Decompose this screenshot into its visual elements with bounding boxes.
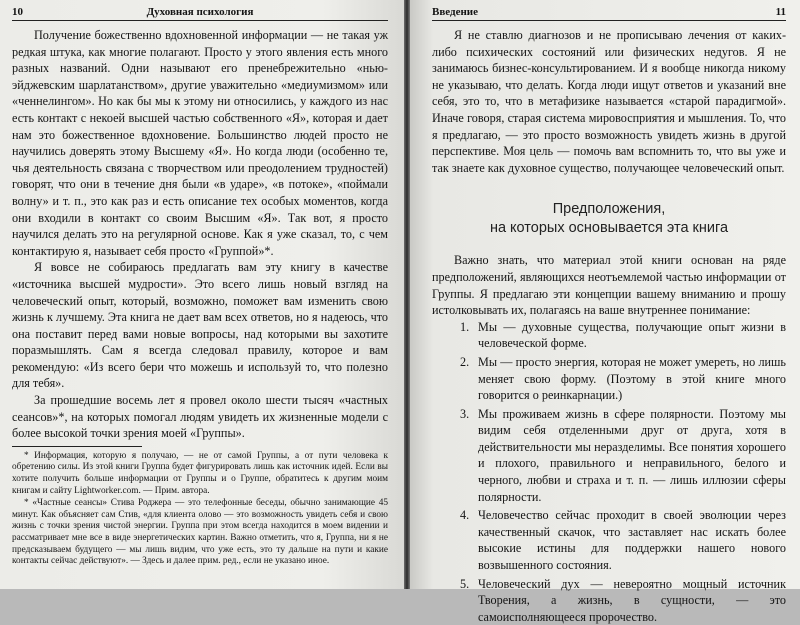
right-page-header xyxy=(432,6,786,21)
paragraph: Важно знать, что материал этой книги основан на ряде предположений, являющихся неотъемлемой частью информации от Группы. Я предлагаю эти концепции вашему вниманию и прошу истолковывать их, полагаясь на ваше внутреннее понимание: xyxy=(432,253,786,318)
section-heading-line: Предположения, xyxy=(552,201,666,218)
page-number: 11 xyxy=(775,6,786,18)
page-number: 10 xyxy=(12,6,23,18)
list-item-text: Человечество сейчас проходит в своей эволюции через качественный скачок, что заставляет нас искать более высокие истины для поддержки нашего нового возвышенного состояния. xyxy=(478,508,786,573)
paragraph: Я вовсе не собираюсь предлагать вам эту книгу в качестве «источника высшей мудрости». Это всего лишь новый взгляд на человеческий опыт, который, возможно, поможет вам изменить свою жизнь к лучшему. Эта книга не дает вам всех ответов, но я надеюсь, что она поставит перед вами новые вопросы, над которыми вы захотите поразмышлять. Сам я всегда следовал правилу, которое и вам рекомендую: «Из всего бери что можешь и используй то, что полезно для тебя». xyxy=(12,260,388,391)
list-item-number: 5. xyxy=(460,576,470,591)
paragraph: За прошедшие восемь лет я провел около шести тысяч «частных сеансов»*, на которых помогал людям увидеть их жизненные модели с более высокой точки зрения моей «Группы». xyxy=(12,393,388,441)
list-item-text: Человеческий дух — невероятно мощный источник Творения, а жизнь, в сущности, — это самоисполняющееся пророчество. xyxy=(478,576,786,624)
left-page-header xyxy=(12,6,388,21)
list-item-number: 1. xyxy=(460,319,470,334)
assumptions-list xyxy=(432,319,786,625)
list-item-text: Мы — духовные существа, получающие опыт жизни в человеческой форме. xyxy=(478,319,786,351)
list-item-number: 4. xyxy=(460,508,470,523)
section-heading xyxy=(432,200,786,238)
paragraph: Получение божественно вдохновенной информации — не такая уж редкая штука, как многие полагают. Просто у этого явления есть много разных названий. Одни называют его пренебрежительно «нью-эйджевским шарлатанством», другие уважительно «медиумизмом» или «ченнелингом». Но как бы мы к этому ни относились, у каждого из нас есть контакт с некоей высшей частью собственного «Я», которая и дает нам это божественное вдохновение. Большинство людей просто не научились доверять этому Высшему «Я». Но когда люди (особенно те, чья деятельность связана с творчеством или преодолением трудностей) говорят, что они в течение дня были «в ударе», «в потоке», «поймали волну» и т. п., это как раз и есть описание тех особых моментов, когда они входили в контакт со своим Высшим «Я». Так вот, я просто научился делать это на регулярной основе. Как я уже сказал, то, с чем контактирую я, называет себя просто «Группой»*. xyxy=(12,28,388,258)
running-head: Введение xyxy=(432,6,479,18)
list-item xyxy=(460,576,786,625)
footnote: * Информация, которую я получаю, — не от самой Группы, а от пути человека к обретению силы. Из этой книги Группа будет фигурировать лишь как источник идей. Если вы хотите получить больше информации от Группы и о Группе, обратитесь к другим моим книгам и сайту Lightworker.com. — Прим. автора. xyxy=(12,450,388,496)
running-head: Духовная психология xyxy=(146,6,254,18)
paragraph: Я не ставлю диагнозов и не прописываю лечения от каких-либо психических состояний или физических недугов. Я не занимаюсь бизнес-консультированием. И я вообще никогда никому не указываю, что делать. Когда люди ищут ответов и указаний вне себя, это то, что в метафизике называется «старой парадигмой». Иначе говоря, старая система мировосприятия и мышления. То, что я предлагаю, — это просто возможность увидеть жизнь в другой перспективе. Моя цель — помочь вам вспомнить то, что вы уже и так знаете как духовное существо, получающее человеческий опыт. xyxy=(432,28,786,175)
list-item xyxy=(460,507,786,573)
left-page xyxy=(0,0,404,589)
list-item-number: 3. xyxy=(460,406,470,421)
right-page xyxy=(410,0,800,624)
list-item-text: Мы проживаем жизнь в сфере полярности. Поэтому мы видим себя отделенными друг от друга, хотя в действительности мы неразделимы. Все понятия хорошего и плохого, правильного и неправильного, белого и черного, любви и страха и т. п. — лишь иллюзии сферы полярности. xyxy=(478,406,786,504)
footnote: * «Частные сеансы» Стива Роджера — это телефонные беседы, обычно занимающие 45 минут. Как объясняет сам Стив, «для клиента олово — это возможность увидеть себя и свою жизнь с точки зрения чистой энергии. Группа при этом всегда находится в моем видении и рассматривает мне все в виде энергетических картин. Важно отметить, что я, Группа, ни я не предсказываем будущего — мы лишь видим, что уже есть, это ту дальше на пути и какие контакты сейчас действуют». — Здесь и далее прим. ред., если не указано иное. xyxy=(12,498,388,567)
list-item xyxy=(460,354,786,404)
section-heading-line: на которых основывается эта книга xyxy=(489,220,729,237)
list-item-text: Мы — просто энергия, которая не может умереть, но лишь меняет свою форму. (Поэтому в этой книге много говорится о реинкарнации.) xyxy=(478,354,786,403)
list-item-number: 2. xyxy=(460,354,470,369)
list-item xyxy=(460,406,786,506)
footnote-divider xyxy=(12,446,142,447)
list-item xyxy=(460,319,786,352)
